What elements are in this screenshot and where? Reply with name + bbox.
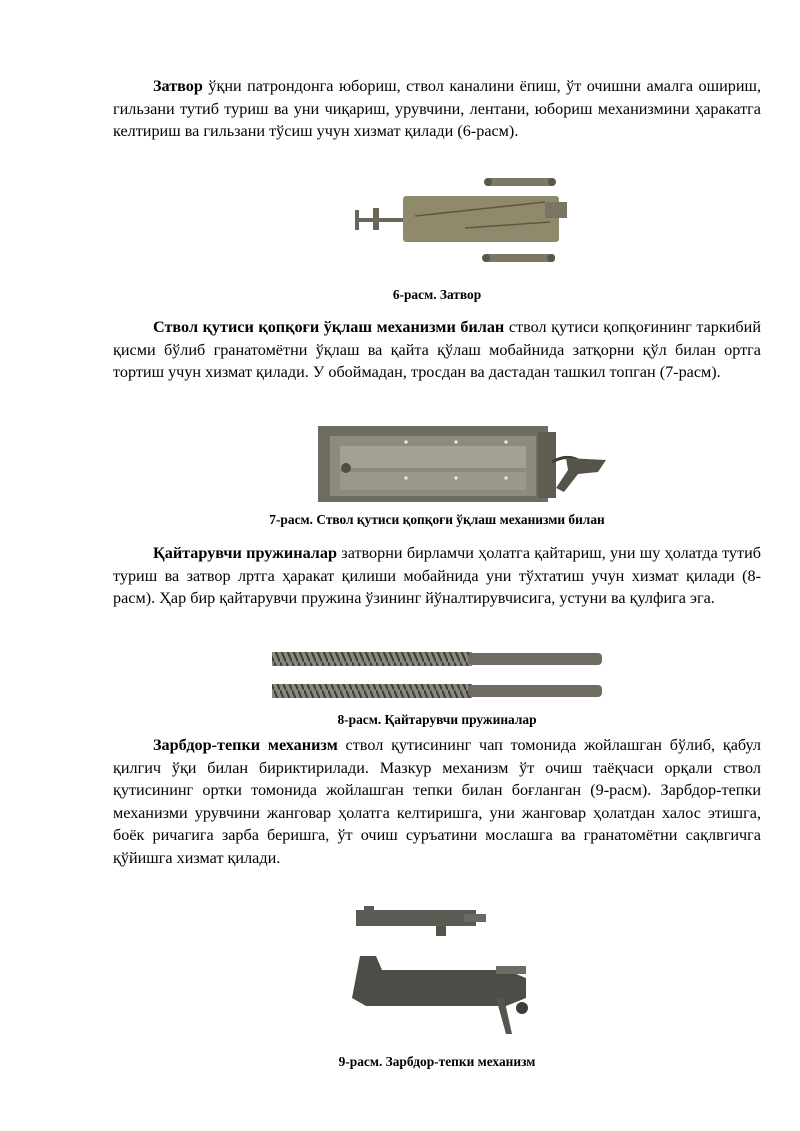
figure-9-caption: 9-расм. Зарбдор-тепки механизм <box>338 1054 536 1069</box>
figure-7-cover-image <box>316 422 616 508</box>
paragraph-receiver-cover <box>113 316 761 384</box>
paragraph-return-springs-text: затворни бирламчи ҳолатга қайтариш, уни шу ҳолатда тутиб туриш ва затвор лртга ҳаракат қилиши мобайнида уни тўхтатиш учун хизмат қилади (8-расм). Ҳар бир қайтарувчи пружина ўзининг йўналтирувчисига, устуни ва қулфига эга. <box>113 544 761 608</box>
figure-8-caption: 8-расм. Қайтарувчи пружиналар <box>337 712 537 727</box>
figure-7-caption: 7-расм. Ствол қутиси қопқоғи ўқлаш механизми билан <box>269 512 605 527</box>
figure-6-bolt-image <box>345 172 585 272</box>
paragraph-receiver-cover-text: ствол қутиси қопқоғининг таркибий қисми бўлиб гранатомётни ўқлаш ва қайта қўлаш мобайнида затқорни қўл билан ортга тортиш учун хизмат қилади. У обоймадан, тросдан ва дастадан ташкил топган (7-расм). <box>113 318 761 382</box>
paragraph-bolt-text: ўқни патрондонга юбориш, ствол каналини ёпиш, ўт очишни амалга ошириш, гильзани тутиб туриш ва уни чиқариш, урувчини, лентани, юбориш механизмини ҳаракатга келтириш ва гильзани тўсиш учун хизмат қилади (6-расм). <box>113 77 761 141</box>
figure-6-caption: 6-расм. Затвор <box>392 287 482 302</box>
term-trigger-mechanism: Зарбдор-тепки механизм <box>153 736 338 754</box>
term-bolt: Затвор <box>153 77 203 95</box>
paragraph-bolt <box>113 75 761 143</box>
term-receiver-cover: Ствол қутиси қопқоғи ўқлаш механизми билан <box>153 318 505 336</box>
term-return-springs: Қайтарувчи пружиналар <box>153 544 337 562</box>
paragraph-trigger-mechanism <box>113 734 761 870</box>
paragraph-return-springs <box>113 542 761 610</box>
figure-9-trigger-image <box>346 898 546 1046</box>
figure-8-springs-image <box>268 648 608 708</box>
paragraph-trigger-mechanism-text: ствол қутисининг чап томонида жойлашган бўлиб, қабул қилгич ўқи билан бириктирилади. Мазкур механизм ўт очиш таёқчаси орқали ствол қутисининг ортки томонида жойлашган тепки билан боғланган (9-расм). Зарбдор-тепки механизми урувчини жанговар ҳолатга келтиришга, уни жанговар ҳолатдан халос этишга, боёк ричагига зарба беришга, ўт очиш суръатини мослашга ва гранатомётни сақлвгичга қўйишга хизмат қилади. <box>113 736 761 867</box>
